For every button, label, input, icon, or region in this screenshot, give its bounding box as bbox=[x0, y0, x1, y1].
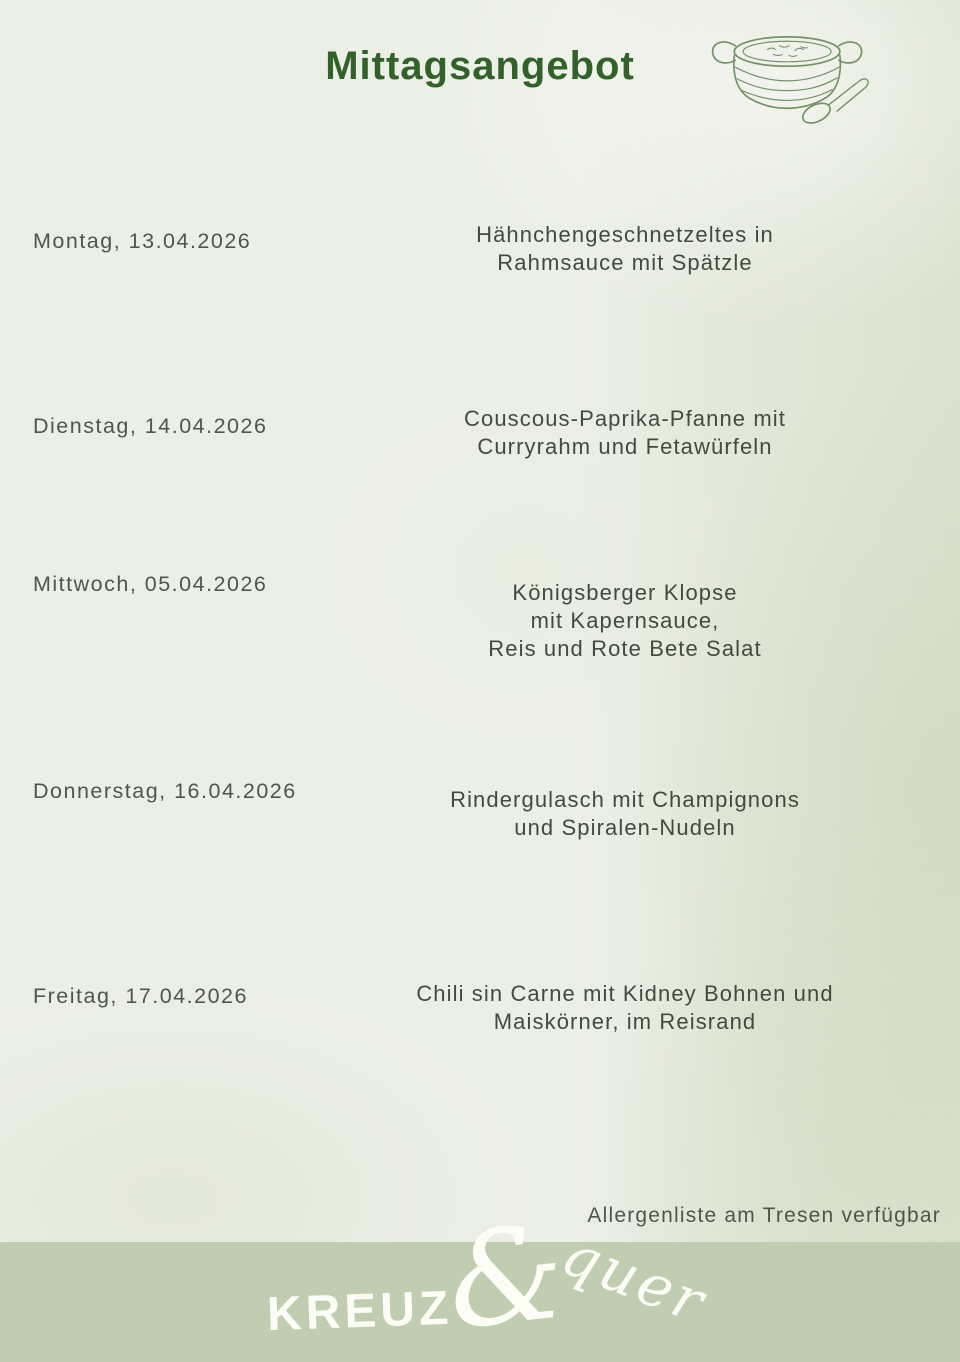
day-date-label: Dienstag, 14.04.2026 bbox=[33, 414, 268, 438]
page-title: Mittagsangebot bbox=[325, 44, 635, 88]
allergen-note: Allergenliste am Tresen verfügbar bbox=[587, 1204, 941, 1227]
dish-line: Rahmsauce mit Spätzle bbox=[497, 250, 753, 275]
dish-description bbox=[390, 786, 860, 842]
day-date-label: Montag, 13.04.2026 bbox=[33, 229, 252, 253]
day-date-label: Mittwoch, 05.04.2026 bbox=[33, 572, 268, 596]
dish-line: Couscous-Paprika-Pfanne mit bbox=[464, 406, 786, 431]
dish-line: Maiskörner, im Reisrand bbox=[493, 1009, 757, 1034]
dish-description bbox=[390, 405, 860, 461]
dish-line: mit Kapernsauce, bbox=[530, 608, 720, 633]
dish-line: Reis und Rote Bete Salat bbox=[488, 636, 762, 661]
dish-line: und Spiralen-Nudeln bbox=[514, 815, 736, 840]
brand-kreuz: KREUZ bbox=[266, 1281, 454, 1342]
dish-description bbox=[390, 221, 860, 277]
dish-line: Curryrahm und Fetawürfeln bbox=[477, 434, 773, 459]
brand-quer: quer bbox=[552, 1219, 716, 1337]
day-date-label: Donnerstag, 16.04.2026 bbox=[33, 779, 297, 803]
soup-tureen-icon bbox=[703, 26, 879, 124]
dish-line: Königsberger Klopse bbox=[512, 580, 738, 605]
brand-ampersand: & bbox=[440, 1195, 572, 1359]
dish-line: Chili sin Carne mit Kidney Bohnen und bbox=[416, 981, 834, 1006]
dish-description bbox=[390, 579, 860, 663]
dish-line: Hähnchengeschnetzeltes in bbox=[476, 222, 774, 247]
dish-description bbox=[390, 980, 860, 1036]
day-date-label: Freitag, 17.04.2026 bbox=[33, 984, 248, 1008]
dish-line: Rindergulasch mit Champignons bbox=[450, 787, 800, 812]
